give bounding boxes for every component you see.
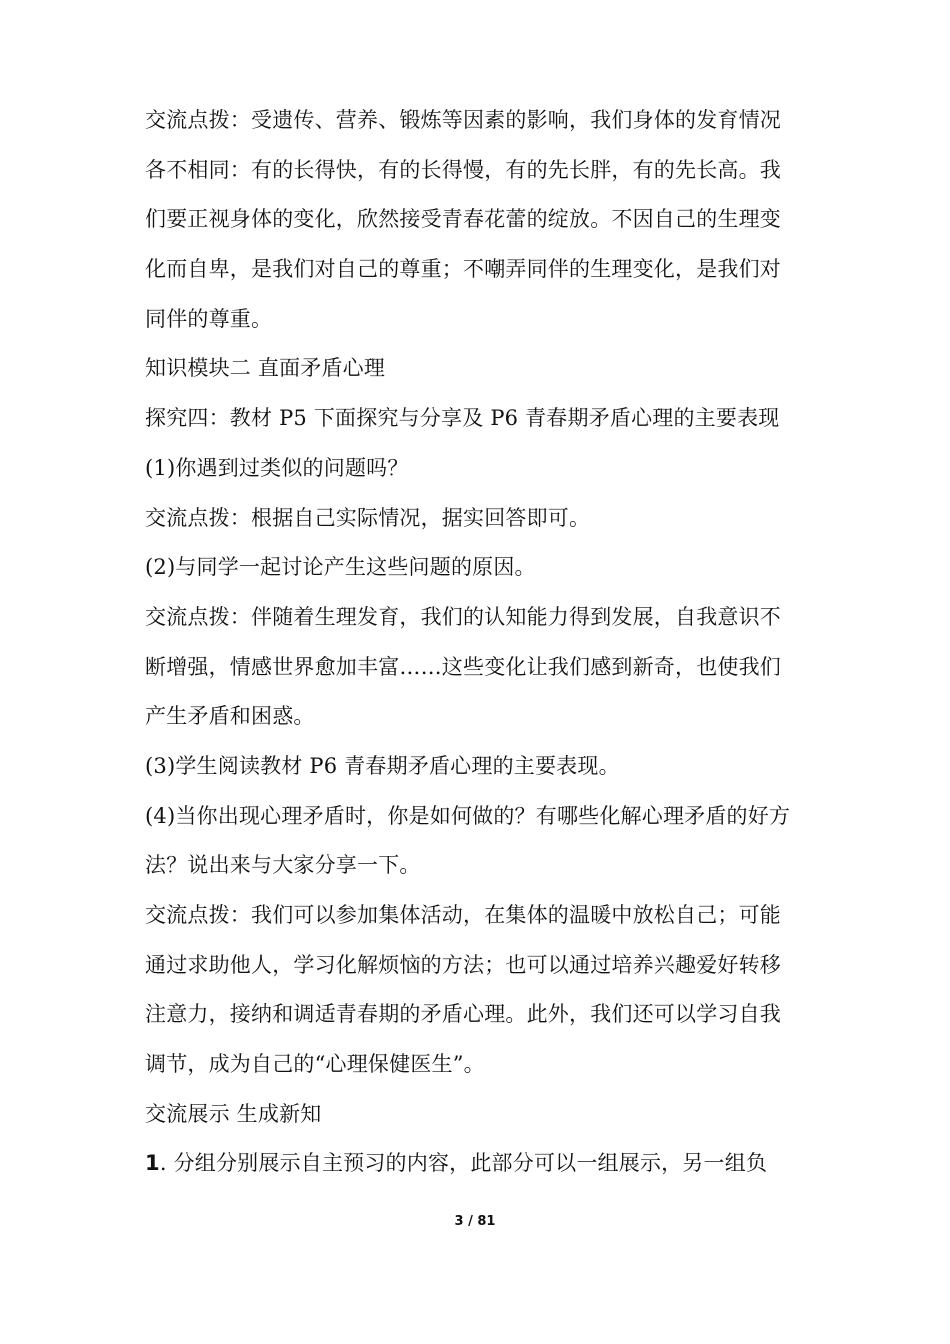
text-line: (4)当你出现心理矛盾时，你是如何做的？有哪些化解心理矛盾的好方 [145, 803, 791, 828]
text-line: 交流点拨：根据自己实际情况，据实回答即可。 [145, 505, 591, 530]
text-line: (1)你遇到过类似的问题吗？ [145, 455, 409, 480]
section-heading: 知识模块二 直面矛盾心理 [145, 356, 386, 381]
text-line: 化而自卑，是我们对自己的尊重；不嘲弄同伴的生理变化，是我们对 [145, 257, 781, 282]
text-line: 各不相同：有的长得快，有的长得慢，有的先长胖，有的先长高。我 [145, 157, 781, 182]
item-number: 1 [145, 1151, 160, 1176]
text-line: 探究四：教材 P5 下面探究与分享及 P6 青春期矛盾心理的主要表现 [145, 406, 780, 431]
document-body [145, 96, 825, 1189]
text-line: 断增强，情感世界愈加丰富……这些变化让我们感到新奇，也使我们 [145, 654, 781, 679]
page-number: 3 / 81 [454, 1214, 496, 1229]
section-heading: 交流展示 生成新知 [145, 1101, 322, 1126]
text-line: 注意力，接纳和调适青春期的矛盾心理。此外，我们还可以学习自我 [145, 1002, 781, 1027]
text-line: 们要正视身体的变化，欣然接受青春花蕾的绽放。不因自己的生理变 [145, 207, 781, 232]
text-line: 交流点拨：受遗传、营养、锻炼等因素的影响，我们身体的发育情况 [145, 108, 781, 132]
text-line: 交流点拨：我们可以参加集体活动，在集体的温暖中放松自己；可能 [145, 903, 781, 927]
text-line: (2)与同学一起讨论产生这些问题的原因。 [145, 555, 536, 580]
numbered-item [145, 1139, 825, 1189]
text-line: 调节，成为自己的“心理保健医生”。 [145, 1052, 485, 1077]
text-line: 同伴的尊重。 [145, 306, 273, 331]
text-line: 法？说出来与大家分享一下。 [145, 853, 421, 878]
text-line: (3)学生阅读教材 P6 青春期矛盾心理的主要表现。 [145, 753, 620, 778]
text-line: 产生矛盾和困惑。 [145, 704, 315, 729]
text-line: 交流点拨：伴随着生理发育，我们的认知能力得到发展，自我意识不 [145, 604, 781, 629]
item-text: . 分组分别展示自主预习的内容，此部分可以一组展示，另一组负 [159, 1151, 768, 1176]
text-line: 通过求助他人，学习化解烦恼的方法；也可以通过培养兴趣爱好转移 [145, 952, 781, 977]
